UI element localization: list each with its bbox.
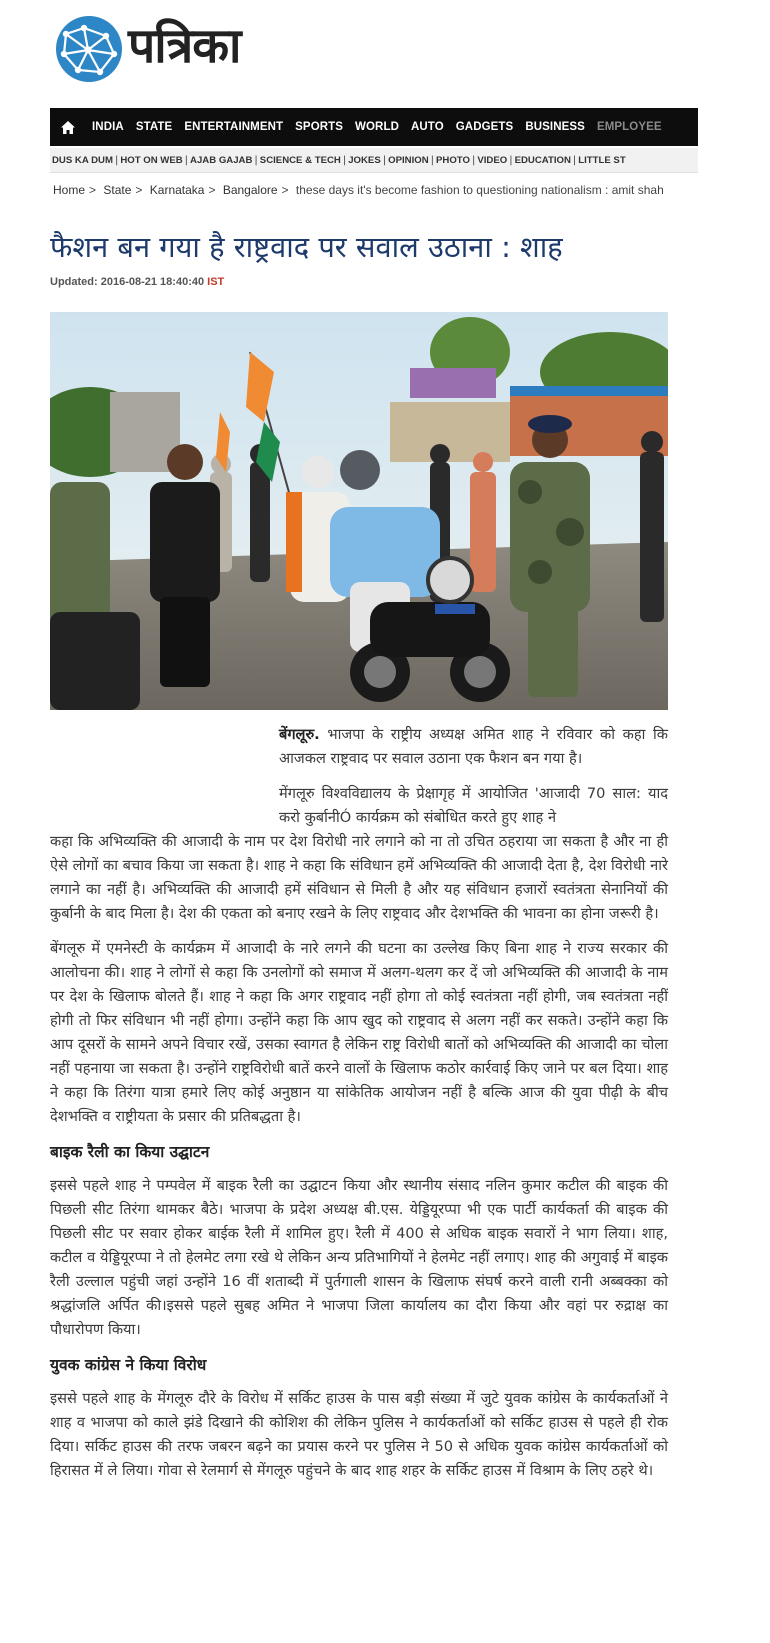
article-paragraph-4: इससे पहले शाह ने पम्पवेल में बाइक रैली का उद्घाटन किया और स्थानीय संसाद नलिन कुमार कटील की बाइक की पिछली सीट तिरंगा थामकर बैठे। भाजपा के प्रदेश अध्यक्ष बी.एस. येड्डियूरप्पा भी एक पार्टी कार्यकर्ता की बाइक की पिछली सीट पर सवार होकर बाईक रैली में शामिल हुए। रैली में 400 से अधिक बाइक सवारों ने भाग लिया। शाह, कटील व येड्डियूरप्पा ने तो हेलमेट लगा रखे थे लेकिन अन्य प्रतिभागियों ने हेलमेट नहीं लगाए। शाह की अगुवाई में बाइक रैली उल्लाल पहुंची जहां उन्होंने 16 वीं शताब्दी में पुर्तगाली शासन के खिलाफ संघर्ष करने वाली रानी अब्बक्का को श्रद्धांजलि अर्पित की।इससे पहले सुबह अमित ने भाजपा जिला कार्यालय का दौरा किया और वहां पर रुद्राक्ष का पौधारोपण किया। — [50, 1177, 668, 1338]
breadcrumb-bangalore[interactable]: Bangalore — [222, 183, 278, 197]
nav-item-gadgets[interactable]: GADGETS — [455, 121, 514, 133]
subnav-item-science-tech[interactable]: SCIENCE & TECH — [259, 154, 341, 166]
paragraph-2-first: मेंगलूरु विश्वविद्यालय के प्रेक्षागृह में आयोजित 'आजादी 70 साल: याद करो कुर्बानीÓ कार्यक्रम को संबोधित करते हुए शाह ने — [279, 785, 668, 826]
breadcrumb-home[interactable]: Home — [53, 183, 86, 197]
nav-item-business[interactable]: BUSINESS — [525, 121, 585, 133]
sub-nav: DUS KA DUM | HOT ON WEB | AJAB GAJAB | SCIENCE & TECH | JOKES | OPINION | PHOTO | VIDEO | EDUCATION | LITTLE ST — [50, 148, 698, 173]
subnav-item-hot-on-web[interactable]: HOT ON WEB — [120, 154, 183, 166]
subnav-item-video[interactable]: VIDEO — [477, 154, 508, 166]
subheading-youth-congress: युवक कांग्रेस ने किया विरोध — [50, 1356, 207, 1374]
paragraph-1-text: भाजपा के राष्ट्रीय अध्यक्ष अमित शाह ने रविवार को कहा कि आजकल राष्ट्रवाद पर सवाल उठाना एक फैशन बन गया है। — [279, 726, 668, 767]
paragraph-2-rest: कहा कि अभिव्यक्ति की आजादी के नाम पर देश विरोधी नारे लगाने को ना तो उचित ठहराया जा सकता है और ना ही ऐसे लोगों का बचाव किया जा सकता है। शाह ने कहा कि संविधान हमें अभिव्यक्ति की आजादी देता है, देश विरोधी नारे लगाने का नहीं है। अभिव्यक्ति की आजादी हमें संविधान से मिली है और यह संविधान हजारों स्वतंत्रता सेनानियों की कुर्बानी के बाद मिला है। देश की एकता को बनाए रखने के लिए राष्ट्रवाद और देशभक्ति की भावना का होना जरूरी है। — [50, 833, 668, 922]
nav-item-sports[interactable]: SPORTS — [295, 121, 344, 133]
subnav-item-dus-ka-dum[interactable]: DUS KA DUM — [52, 154, 113, 166]
updated-datetime: 2016-08-21 18:40:40 — [100, 276, 205, 288]
nav-item-auto[interactable]: AUTO — [410, 121, 444, 133]
nav-item-employee[interactable]: EMPLOYEE — [596, 121, 662, 133]
home-icon — [60, 120, 76, 135]
article-paragraph-2 — [50, 782, 668, 926]
article-body — [50, 723, 668, 1494]
nav-item-india[interactable]: INDIA — [92, 121, 124, 133]
article-photo — [50, 312, 668, 710]
updated-timestamp — [50, 276, 224, 288]
article-paragraph-3: बेंगलूरु में एमनेस्टी के कार्यक्रम में आजादी के नारे लगने की घटना का उल्लेख किए बिना शाह ने राज्य सरकार की आलोचना की। शाह ने लोगों से कहा कि उनलोगों को समाज में अलग-थलग कर दें जो अभिव्यक्ति की आजादी के नाम पर देश के खिलाफ बोलते हैं। शाह ने कहा कि अगर राष्ट्रवाद नहीं होगा तो कोई स्वतंत्रता नहीं होगी, जब स्वतंत्रता नहीं होगी तो फिर संविधान भी नहीं होगा। उन्होंने कहा कि आप खुद को राष्ट्रवाद से अलग नहीं कर सकते। उन्होंने कहा कि आप दूसरों के सामने अपने विचार रखें, उसका स्वागत है लेकिन राष्ट्र विरोधी बातों को अभिव्यक्ति की आजादी का चोला नहीं पहनाया जा सकता है। उन्होंने राष्ट्रविरोधी बातें करने वालों के खिलाफ कठोर कार्रवाई किए जाने पर बल दिया। शाह ने कहा कि तिरंगा यात्रा हमारे लिए कोई अनुष्ठान या सांकेतिक आयोजन नहीं है बल्कि आज की युवा पीढ़ी के बीच देशभक्ति व राष्ट्रीयता के प्रसार की प्रतिबद्धता है। — [50, 940, 668, 1125]
updated-timezone: IST — [207, 276, 225, 288]
breadcrumb-karnataka[interactable]: Karnataka — [149, 183, 205, 197]
subnav-item-education[interactable]: EDUCATION — [514, 154, 571, 166]
nav-item-state[interactable]: STATE — [135, 121, 173, 133]
home-button[interactable] — [50, 108, 86, 146]
subnav-item-ajab-gajab[interactable]: AJAB GAJAB — [190, 154, 253, 166]
breadcrumb-state[interactable]: State — [103, 183, 132, 197]
subnav-item-little-st[interactable]: LITTLE ST — [578, 154, 626, 166]
nav-item-entertainment[interactable]: ENTERTAINMENT — [184, 121, 284, 133]
subnav-item-opinion[interactable]: OPINION — [388, 154, 429, 166]
globe-logo-icon — [54, 14, 124, 84]
nav-item-world[interactable]: WORLD — [355, 121, 399, 133]
page-title: फैशन बन गया है राष्ट्रवाद पर सवाल उठाना : शाह — [50, 230, 563, 265]
breadcrumb-current: these days it's become fashion to questioning nationalism : amit shah — [295, 183, 664, 197]
site-logo[interactable] — [54, 12, 294, 92]
dateline: बेंगलूरु. — [279, 726, 320, 743]
breadcrumb: Home > State > Karnataka > Bangalore > these days it's become fashion to questioning nationalism : amit shah — [53, 183, 664, 197]
rally-photo-illustration — [50, 312, 668, 710]
updated-label: Updated: — [50, 276, 98, 288]
subnav-item-jokes[interactable]: JOKES — [348, 154, 381, 166]
logo-wordmark: पत्रिका — [128, 18, 241, 74]
main-nav — [50, 108, 698, 146]
article-paragraph-5: इससे पहले शाह के मेंगलूरु दौरे के विरोध में सर्किट हाउस के पास बड़ी संख्या में जुटे युवक कांग्रेस के कार्यकर्ताओं ने शाह व भाजपा को काले झंडे दिखाने की कोशिश की लेकिन पुलिस ने कार्यकर्ताओं को सर्किट हाउस से पहले ही रोक दिया। सर्किट हाउस की तरफ जबरन बढ़ने का प्रयास करने पर पुलिस ने 50 से अधिक युवक कांग्रेस कार्यकर्ताओं को हिरासत में ले लिया। गोवा से रेलमार्ग से मेंगलूरु पहुंचने के बाद शाह शहर के सर्किट हाउस में विश्राम के लिए ठहरे थे। — [50, 1390, 668, 1479]
article-paragraph-1 — [50, 723, 668, 771]
subheading-bike-rally: बाइक रैली का किया उद्घाटन — [50, 1143, 210, 1161]
subnav-item-photo[interactable]: PHOTO — [436, 154, 470, 166]
